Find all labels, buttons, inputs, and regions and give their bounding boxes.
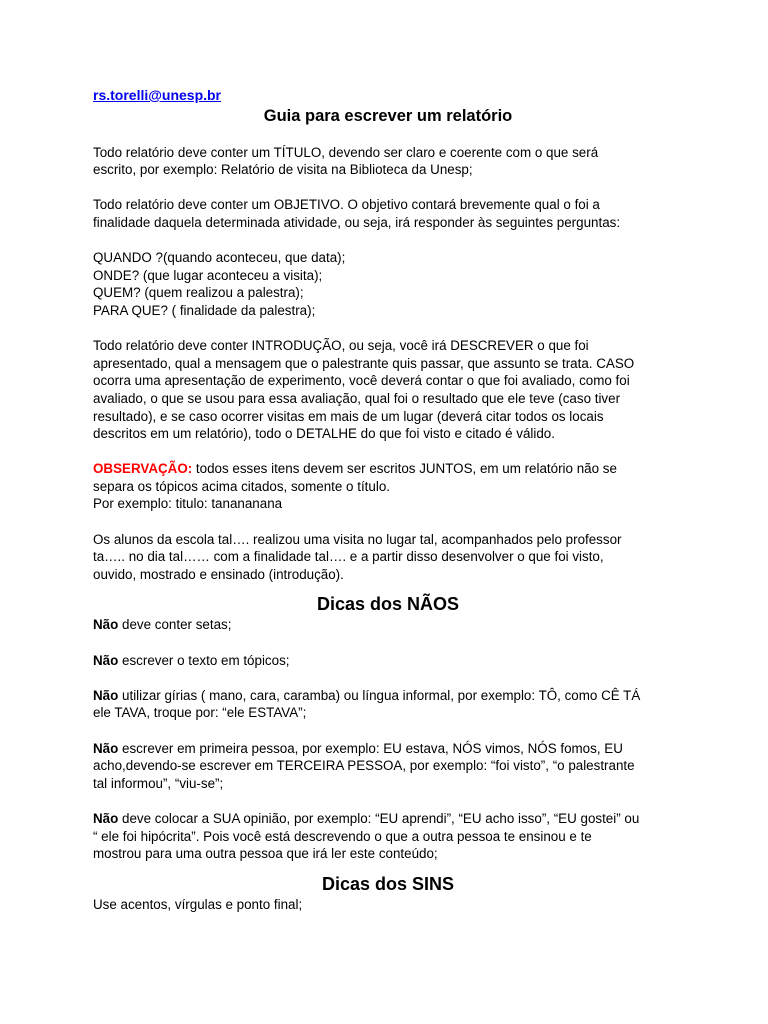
- nao-label: Não: [93, 652, 119, 668]
- text-line: mostrou para uma outra pessoa que irá ler este conteúdo;: [93, 846, 438, 862]
- paragraph-titulo: [93, 144, 683, 179]
- text-line: escrito, por exemplo: Relatório de visita na Biblioteca da Unesp;: [93, 162, 473, 178]
- text-line: ocorra uma apresentação de experimento, você deverá contar o que foi avaliado, como foi: [93, 373, 630, 389]
- spacer: [93, 513, 683, 531]
- spacer: [93, 669, 683, 687]
- text-line: ta….. no dia tal…… com a finalidade tal…. e a partir disso desenvolver o que foi visto,: [93, 549, 604, 565]
- tip-nao-topicos: [93, 652, 683, 670]
- nao-label: Não: [93, 810, 119, 826]
- paragraph-introducao: [93, 337, 683, 443]
- document-body: [93, 86, 683, 913]
- questions-list: [93, 249, 683, 319]
- text-line: descritos em um relatório), todo o DETALHE do que foi visto e citado é válido.: [93, 426, 555, 442]
- email-link[interactable]: rs.torelli@unesp.br: [93, 87, 222, 103]
- spacer: [93, 232, 683, 250]
- document-title: Guia para escrever um relatório: [263, 106, 513, 125]
- question-onde: ONDE? (que lugar aconteceu a visita);: [93, 267, 323, 283]
- text-line: separa os tópicos acima citados, somente o título.: [93, 478, 390, 494]
- spacer: [93, 722, 683, 740]
- heading-sins: Dicas dos SINS: [321, 873, 455, 894]
- text-line: escrever em primeira pessoa, por exemplo: EU estava, NÓS vimos, NÓS fomos, EU: [118, 740, 623, 756]
- paragraph-exemplo: [93, 531, 683, 584]
- text-line: acho,devendo-se escrever em TERCEIRA PESSOA, por exemplo: “foi visto”, “o palestrante: [93, 758, 635, 774]
- spacer: [93, 634, 683, 652]
- nao-label: Não: [93, 617, 119, 633]
- text-line: avaliado, o que se usou para essa avaliação, qual foi o resultado que ele teve (caso tiver: [93, 390, 621, 406]
- spacer: [93, 179, 683, 197]
- nao-label: Não: [93, 740, 119, 756]
- text-line: ouvido, mostrado e ensinado (introdução).: [93, 566, 344, 582]
- text-line: todos esses itens devem ser escritos JUNTOS, em um relatório não se: [192, 461, 617, 477]
- text-line: Use acentos, vírgulas e ponto final;: [93, 896, 303, 912]
- nao-label: Não: [93, 687, 119, 703]
- text-line: finalidade daquela determinada atividade, ou seja, irá responder às seguintes perguntas:: [93, 214, 621, 230]
- paragraph-objetivo: [93, 196, 683, 231]
- tip-nao-setas: [93, 616, 683, 634]
- text-line: utilizar gírias ( mano, cara, caramba) ou língua informal, por exemplo: TÔ, como CÊ TÁ: [118, 687, 641, 703]
- text-line: Todo relatório deve conter um OBJETIVO. O objetivo contará brevemente qual o foi a: [93, 197, 600, 213]
- spacer: [93, 443, 683, 461]
- text-line: Os alunos da escola tal…. realizou uma visita no lugar tal, acompanhados pelo professor: [93, 531, 622, 547]
- question-quando: QUANDO ?(quando aconteceu, que data);: [93, 250, 346, 266]
- observacao-label: OBSERVAÇÃO:: [93, 461, 193, 477]
- text-line: Por exemplo: titulo: tanananana: [93, 496, 283, 512]
- text-line: resultado), e se caso ocorrer visitas em mais de um lugar (deverá citar todos os locais: [93, 408, 604, 424]
- spacer: [93, 320, 683, 338]
- text-line: deve conter setas;: [118, 617, 232, 633]
- text-line: escrever o texto em tópicos;: [118, 652, 290, 668]
- paragraph-observacao: [93, 460, 683, 513]
- question-para-que: PARA QUE? ( finalidade da palestra);: [93, 302, 316, 318]
- tip-nao-girias: [93, 687, 683, 722]
- question-quem: QUEM? (quem realizou a palestra);: [93, 285, 304, 301]
- tip-nao-opiniao: [93, 810, 683, 863]
- spacer: [93, 792, 683, 810]
- text-line: apresentado, qual a mensagem que o palestrante quis passar, que assunto se trata. CASO: [93, 355, 635, 371]
- tip-sim-acentos: [93, 896, 683, 914]
- text-line: tal informou”, “viu-se”;: [93, 775, 224, 791]
- heading-naos: Dicas dos NÃOS: [316, 594, 460, 615]
- tip-nao-primeira-pessoa: [93, 740, 683, 793]
- text-line: “ ele foi hipócrita”. Pois você está descrevendo o que a outra pessoa te ensinou e te: [93, 828, 592, 844]
- text-line: Todo relatório deve conter um TÍTULO, devendo ser claro e coerente com o que será: [93, 144, 599, 160]
- text-line: Todo relatório deve conter INTRODUÇÃO, ou seja, você irá DESCREVER o que foi: [93, 338, 589, 354]
- text-line: ele TAVA, troque por: “ele ESTAVA”;: [93, 705, 307, 721]
- text-line: deve colocar a SUA opinião, por exemplo: “EU aprendi”, “EU acho isso”, “EU gostei” ou: [118, 810, 640, 826]
